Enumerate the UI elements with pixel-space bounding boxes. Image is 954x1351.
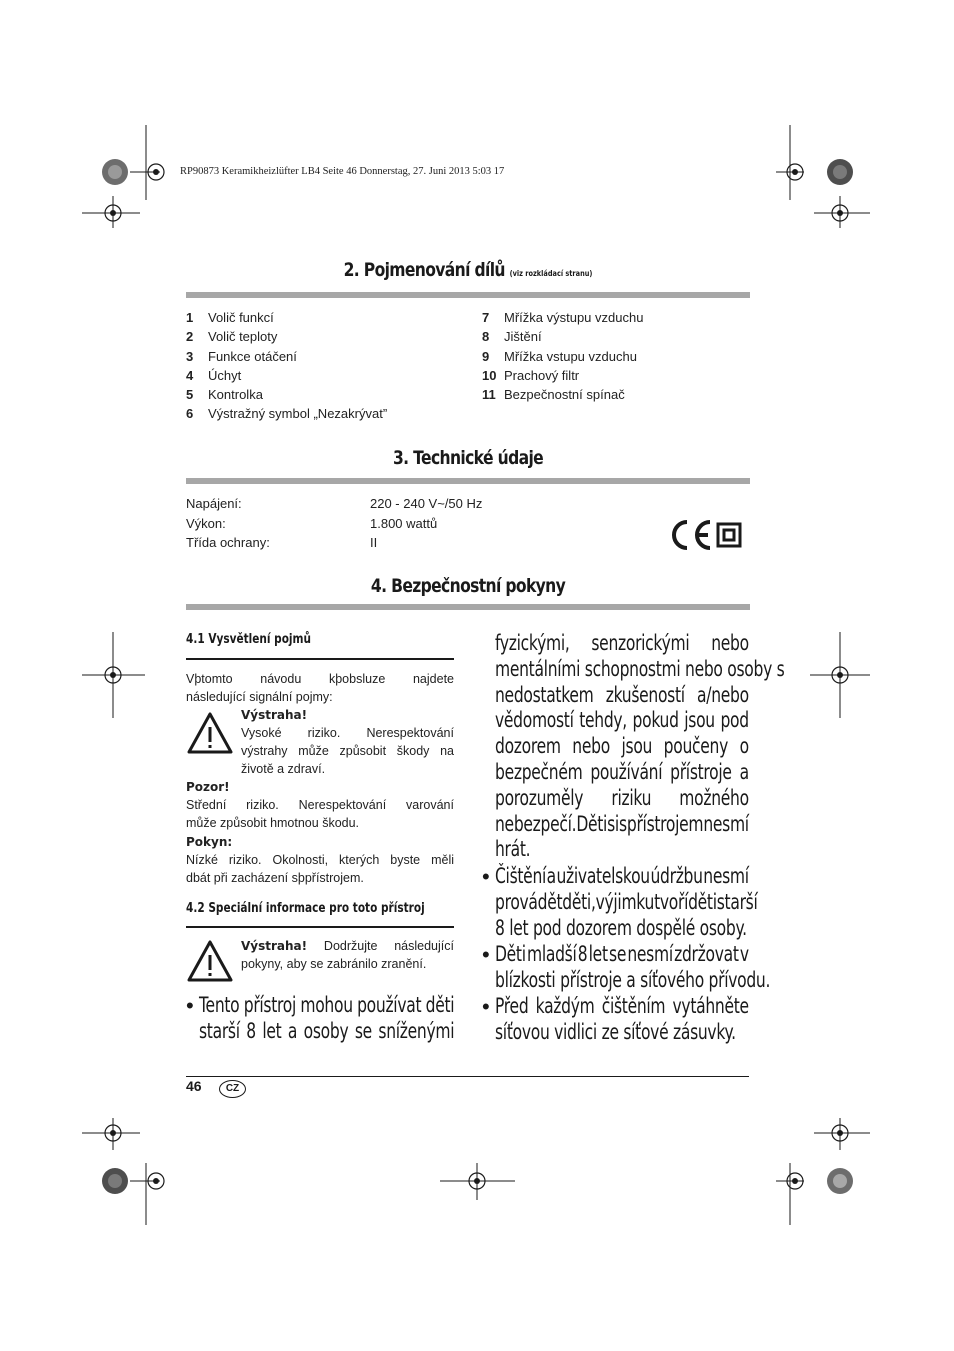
spec-row: Třída ochrany: II — [186, 535, 378, 550]
bullet-children-left: Tento přístroj mohou používat děti starší 8 let a osoby se sníženými — [199, 993, 455, 1043]
list-item: 5 Kontrolka — [186, 387, 263, 403]
parts-list-left — [186, 308, 387, 424]
spec-table — [186, 494, 482, 553]
subsection-4-2-rule — [186, 926, 454, 928]
subsection-4-1-title: 4.1 Vysvětlení pojmů — [186, 631, 312, 647]
bullet-dot: • — [186, 993, 194, 1018]
section-3-title: 3. Technické údaje — [392, 447, 544, 469]
section-3-bar — [186, 478, 750, 484]
intro-line-1: Vþtomto návodu kþobsluze najdete — [186, 672, 454, 686]
note-definition: Pokyn: Nízké riziko. Okolnosti, kterých byste měli dbát při zacházení sþpřístrojem. — [186, 835, 454, 885]
list-item: 3 Funkce otáčení — [186, 348, 297, 364]
caution-definition: Pozor! Střední riziko. Nerespektování varování může způsobit hmotnou škodu. — [186, 780, 454, 830]
caution-label: Pozor! — [186, 780, 230, 794]
list-item: 2 Volič teploty — [186, 329, 278, 345]
print-header: RP90873 Keramikheizlüfter LB4 Seite 46 Donnerstag, 27. Juni 2013 5:03 17 — [180, 166, 505, 177]
warning-triangle-icon — [186, 939, 234, 983]
section-4-title: 4. Bezpečnostní pokyny — [370, 575, 566, 597]
bullet-dot: • — [482, 942, 490, 967]
list-item: 9 Mřížka vstupu vzduchu — [482, 348, 637, 364]
list-item: 1 Volič funkcí — [186, 310, 274, 325]
page-number: 46 — [186, 1078, 202, 1094]
section-2-title — [237, 259, 699, 281]
warning-definition: Výstraha! Vysoké riziko. Nerespektování výstrahy může způsobit škody na životě a zdraví. — [241, 708, 454, 776]
language-badge: CZ — [219, 1080, 246, 1098]
list-item: 10 Prachový filtr — [482, 367, 580, 383]
list-item: 8 Jištění — [482, 329, 542, 345]
subsection-4-1-rule — [186, 658, 454, 660]
intro-line-2: následující signální pojmy: — [186, 690, 333, 704]
spec-row: Napájení: 220 - 240 V~/50 Hz — [186, 496, 483, 511]
warning-label: Výstraha! — [241, 708, 308, 722]
special-warning: Výstraha! Dodržujte následující pokyny, aby se zabránilo zranění. — [241, 939, 454, 971]
spec-row: Výkon: 1.800 wattů — [186, 515, 438, 531]
warning-label: Výstraha! — [241, 939, 308, 953]
bullet-dot: • — [482, 994, 490, 1019]
section-2-bar — [186, 292, 750, 298]
footer-rule — [186, 1076, 749, 1077]
bullet-dot: • — [482, 864, 490, 889]
section-4-bar — [186, 604, 750, 610]
ce-class-ii-icon — [670, 518, 744, 552]
bullet-unplug: Před každým čištěním vytáhněte síťovou vidlici ze síťové zásuvky. — [495, 994, 749, 1044]
section-2-note: (viz rozkládací stranu) — [509, 269, 593, 278]
warning-triangle-icon — [186, 711, 234, 755]
terms-block — [186, 670, 454, 706]
bullet-children-young: Děti mladší 8 let se nesmí zdržovat v blízkosti přístroje a síťového přívodu. — [495, 942, 771, 992]
subsection-4-2-title: 4.2 Speciální informace pro toto přístroj — [186, 900, 425, 916]
list-item: 11 Bezpečnostní spínač — [482, 387, 625, 403]
section-2-heading: 2. Pojmenování dílů — [343, 259, 505, 281]
note-label: Pokyn: — [186, 835, 233, 849]
list-item: 4 Úchyt — [186, 367, 242, 383]
right-column-text: fyzickými, senzorickými nebo mentálními schopnostmi nebo osoby s nedostatkem zkušeností a/nebo vědomostí tehdy, pokud jsou pod dozorem nebo jsou poučeny o bezpečném používání přístroje a porozuměly riziku možného nebezpečí. Děti si s přístrojem nesmí hrát. — [495, 631, 785, 862]
bullet-cleaning: Čištění a uživatelskou údržbu nesmí provádět děti, výjimku tvoří děti starší 8 let pod dozorem dospělé osoby. — [495, 864, 758, 940]
parts-list-right — [482, 308, 643, 404]
list-item: 6 Výstražný symbol „Nezakrývat” — [186, 406, 388, 422]
list-item: 7 Mřížka výstupu vzduchu — [482, 310, 644, 325]
